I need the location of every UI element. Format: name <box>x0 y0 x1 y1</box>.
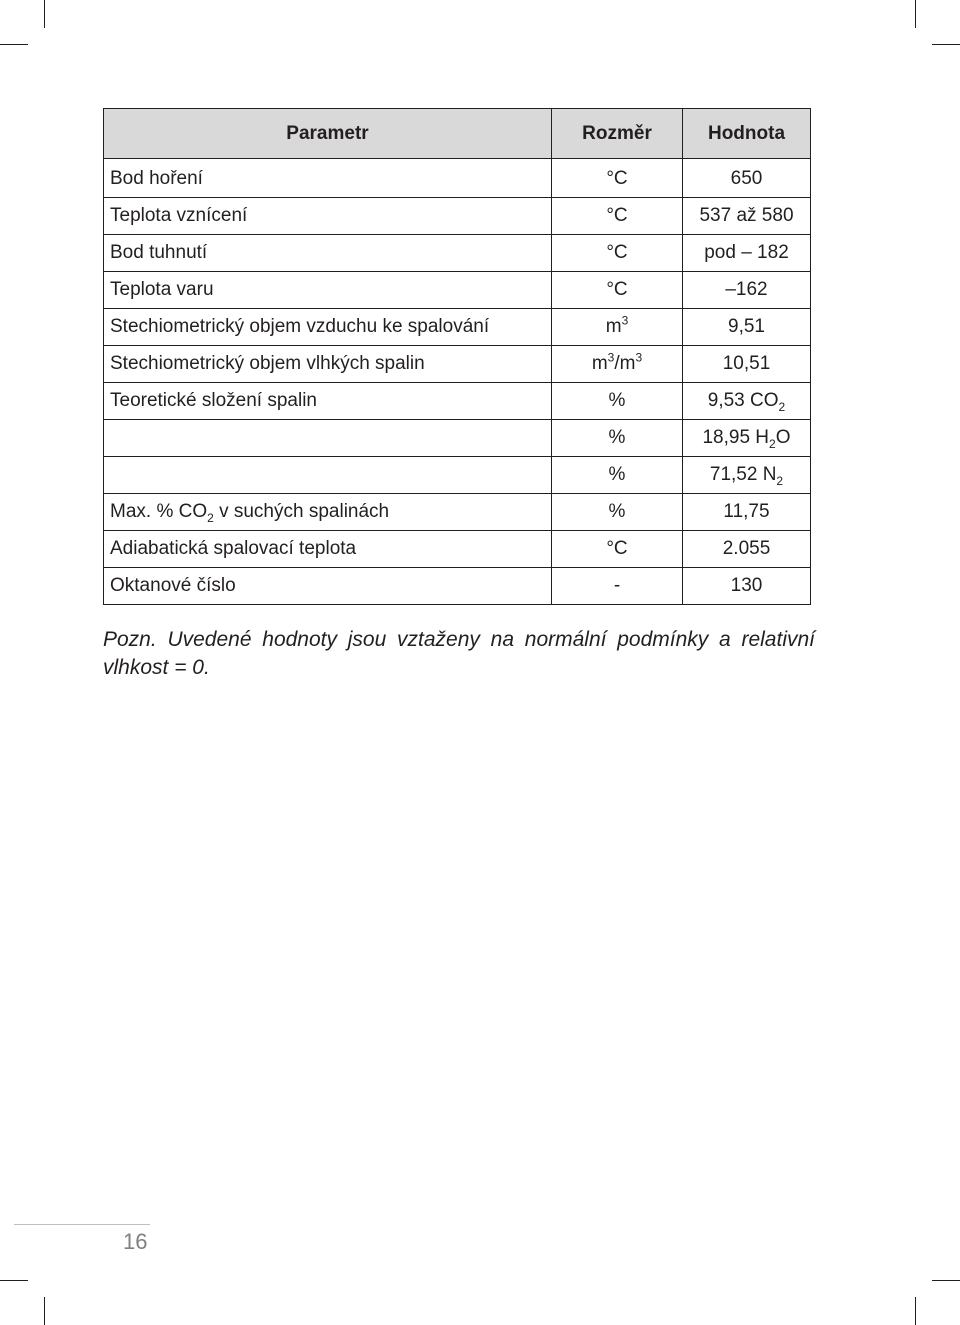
cell-parameter: Teplota vznícení <box>104 198 552 235</box>
cell-parameter: Bod hoření <box>104 159 552 198</box>
dimension-superscript: 3 <box>607 350 615 365</box>
crop-mark-bottom-left-horizontal <box>0 1280 28 1281</box>
table-row <box>104 420 811 457</box>
cell-dimension: °C <box>552 198 683 235</box>
cell-parameter: Oktanové číslo <box>104 568 552 605</box>
parameter-suffix: v suchých spalinách <box>213 501 390 522</box>
cell-value <box>683 457 811 494</box>
value-formula: 18,95 H <box>702 427 770 448</box>
crop-mark-bottom-right-vertical <box>915 1297 916 1325</box>
cell-value: –162 <box>683 272 811 309</box>
cell-dimension <box>552 346 683 383</box>
table-row <box>104 531 811 568</box>
header-dimension: Rozměr <box>552 109 683 159</box>
cell-dimension: % <box>552 457 683 494</box>
cell-dimension: % <box>552 420 683 457</box>
cell-dimension: °C <box>552 235 683 272</box>
table-row <box>104 159 811 198</box>
cell-value: pod – 182 <box>683 235 811 272</box>
table-row <box>104 309 811 346</box>
value-subscript: 2 <box>778 399 786 414</box>
table-row <box>104 457 811 494</box>
cell-dimension: % <box>552 494 683 531</box>
cell-parameter: Adiabatická spalovací teplota <box>104 531 552 568</box>
cell-parameter: Bod tuhnutí <box>104 235 552 272</box>
table-row <box>104 494 811 531</box>
dimension-base: m <box>591 353 608 374</box>
header-value: Hodnota <box>683 109 811 159</box>
value-subscript: 2 <box>776 473 784 488</box>
header-parameter: Parametr <box>104 109 552 159</box>
cell-dimension: - <box>552 568 683 605</box>
cell-parameter <box>104 420 552 457</box>
cell-value: 650 <box>683 159 811 198</box>
table-row <box>104 272 811 309</box>
cell-value: 130 <box>683 568 811 605</box>
cell-dimension: °C <box>552 272 683 309</box>
value-subscript: 2 <box>769 436 776 451</box>
crop-mark-top-right-horizontal <box>932 44 960 45</box>
crop-mark-bottom-left-vertical <box>44 1297 45 1325</box>
cell-parameter: Teoretické složení spalin <box>104 383 552 420</box>
crop-mark-top-left-vertical <box>44 0 45 28</box>
cell-parameter: Stechiometrický objem vzduchu ke spalování <box>104 309 552 346</box>
cell-parameter: Teplota varu <box>104 272 552 309</box>
dimension-divisor: /m <box>614 353 636 374</box>
cell-dimension <box>552 309 683 346</box>
parameter-subscript: 2 <box>207 510 214 525</box>
cell-value: 10,51 <box>683 346 811 383</box>
cell-dimension: °C <box>552 531 683 568</box>
cell-value <box>683 420 811 457</box>
table-header-row <box>104 109 811 159</box>
page-number: 16 <box>123 1229 148 1254</box>
table-row <box>104 346 811 383</box>
cell-value: 537 až 580 <box>683 198 811 235</box>
parameters-table <box>103 108 811 605</box>
cell-value <box>683 383 811 420</box>
dimension-superscript-2: 3 <box>635 350 643 365</box>
footnote: Pozn. Uvedené hodnoty jsou vztaženy na normální podmínky a relativní vlhkost = 0. <box>103 628 815 679</box>
cell-dimension: % <box>552 383 683 420</box>
table-row <box>104 568 811 605</box>
cell-parameter: Stechiometrický objem vlhkých spalin <box>104 346 552 383</box>
cell-value: 9,51 <box>683 309 811 346</box>
value-formula: 71,52 N <box>709 464 777 485</box>
footer-divider <box>14 1224 150 1225</box>
table-row <box>104 383 811 420</box>
cell-parameter <box>104 457 552 494</box>
table-row <box>104 198 811 235</box>
value-formula: 9,53 CO <box>707 390 779 411</box>
cell-dimension: °C <box>552 159 683 198</box>
dimension-base: m <box>605 316 622 337</box>
cell-value: 11,75 <box>683 494 811 531</box>
crop-mark-top-left-horizontal <box>0 44 28 45</box>
table-row <box>104 235 811 272</box>
crop-mark-bottom-right-horizontal <box>932 1280 960 1281</box>
cell-value: 2.055 <box>683 531 811 568</box>
cell-parameter <box>104 494 552 531</box>
parameter-formula: Max. % CO <box>110 501 208 522</box>
crop-mark-top-right-vertical <box>915 0 916 28</box>
dimension-superscript: 3 <box>621 313 629 328</box>
value-formula-suffix: O <box>775 427 791 448</box>
